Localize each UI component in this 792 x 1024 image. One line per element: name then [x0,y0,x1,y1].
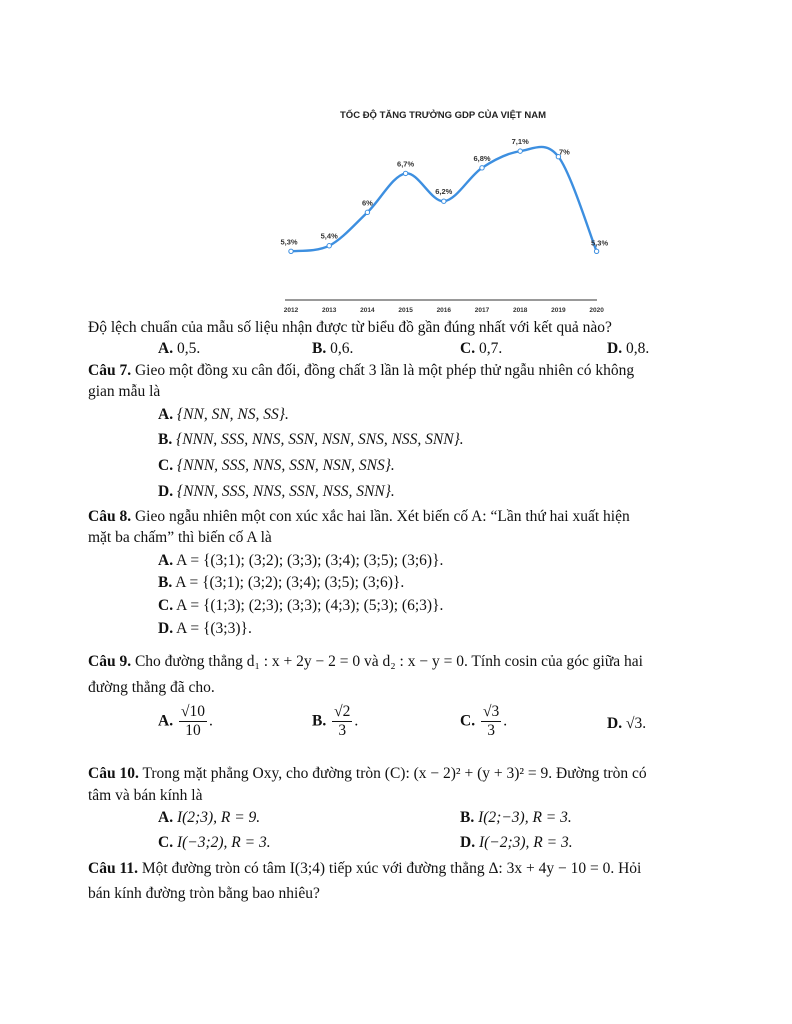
x-tick-label: 2014 [360,307,375,314]
option-letter: A. [158,712,174,730]
data-point [327,244,331,248]
option-letter: C. [460,340,476,357]
data-point [403,171,407,175]
x-tick-label: 2013 [321,307,337,314]
option-letter: D. [158,620,174,637]
option-text: A = {(3;1); (3;2); (3;4); (3;5); (3;6)}. [175,574,405,591]
q9-option-a: A. $\frac{√10}{10}$ . [158,703,213,739]
x-tick-label: 2020 [589,307,604,314]
data-point [442,199,446,203]
q8-stem-line1 [88,507,630,527]
option-letter: B. [312,340,327,357]
q9-option-b: B. $\frac{√2}{3}$ . [312,703,359,739]
option-letter: C. [158,834,174,851]
data-label: 7% [558,147,570,157]
question-label: Câu 8. [88,508,132,525]
x-tick-label: 2012 [283,307,299,314]
option-text: I(−3;2), R = 3. [176,834,271,851]
q10-stem-line2: tâm và bán kính là [88,787,203,804]
option-text: A = {(3;1); (3;2); (3;3); (3;4); (3;5); (3;6)}. [176,552,444,569]
option-letter: D. [158,483,174,500]
q8-option-d [158,619,252,639]
option-text: {NNN, SSS, NNS, SSN, NSS, SNN}. [176,483,395,500]
question-label: Câu 10. [88,765,139,782]
option-text: 0,5. [176,340,201,357]
q9-stem-line2: đường thẳng đã cho. [88,679,215,696]
data-label: 5,3% [591,238,609,248]
option-letter: C. [158,597,174,614]
q8-option-c [158,596,443,616]
q10-option-d [460,833,573,853]
option-letter: A. [158,552,174,569]
x-tick-label: 2017 [474,307,490,314]
data-label: 7,1% [511,137,529,147]
option-letter: B. [460,809,475,826]
fraction-numerator: √2 [334,703,351,720]
data-label: 5,4% [320,231,338,241]
q7-option-d [158,482,395,502]
option-text: 0,6. [330,340,354,357]
option-letter: B. [312,712,327,730]
data-label: 6,7% [397,159,415,169]
option-letter: B. [158,431,173,448]
option-letter: C. [158,457,174,474]
data-point [594,249,598,253]
x-tick-label: 2019 [551,307,566,314]
q11-stem-line1 [88,859,641,879]
q10-option-a [158,808,260,828]
option-text: √3. [625,715,647,732]
fraction [481,703,501,740]
option-text: {NNN, SSS, NNS, SSN, NSN, SNS, NSS, SNN}. [176,431,464,448]
q9-stem-line1 [88,652,643,672]
question-label: Câu 7. [88,362,132,379]
q7-option-a [158,405,289,425]
question-text: Cho đường thẳng d₁ : x + 2y − 2 = 0 và d₂ : x − y = 0. Tính cosin của góc giữa hai [134,653,643,670]
q8-option-b [158,573,404,593]
q6-stem: Độ lệch chuẩn của mẫu số liệu nhận được từ biểu đồ gần đúng nhất với kết quả nào? [88,319,612,336]
q9-option-c: C. $\frac{√3}{3}$ . [460,703,508,739]
q10-option-b [460,808,572,828]
option-letter: B. [158,574,173,591]
option-letter: A. [158,406,174,423]
q7-stem-line2: gian mẫu là [88,383,161,400]
fraction-numerator: √10 [180,703,205,720]
data-label: 5,3% [280,237,298,247]
x-tick-label: 2018 [512,307,528,314]
option-text: {NN, SN, NS, SS}. [176,406,289,423]
chart-title: TỐC ĐỘ TĂNG TRƯỞNG GDP CỦA VIỆT NAM [340,110,546,121]
q7-stem-line1 [88,361,634,381]
q6-option-a [158,339,200,359]
q10-stem-line1 [88,764,647,784]
question-text: Một đường tròn có tâm I(3;4) tiếp xúc với đường thẳng Δ: 3x + 4y − 10 = 0. Hỏi [141,860,642,877]
gdp-chart-svg [275,100,615,318]
data-point [365,210,369,214]
q7-option-c [158,456,395,476]
option-text: 0,8. [625,340,650,357]
q11-stem-line2: bán kính đường tròn bằng bao nhiêu? [88,885,320,902]
fraction-denominator: 3 [487,722,495,739]
option-text: 0,7. [478,340,503,357]
fraction [179,703,207,740]
fraction-denominator: 3 [338,722,347,739]
option-text: {NNN, SSS, NNS, SSN, NSN, SNS}. [176,457,395,474]
data-point [518,149,522,153]
option-letter: D. [607,715,623,732]
question-text: Gieo ngẫu nhiên một con xúc xắc hai lần. Xét biến cố A: “Lần thứ hai xuất hiện [134,508,630,525]
option-letter: D. [460,834,476,851]
question-text: Gieo một đồng xu cân đối, đồng chất 3 lần là một phép thử ngẫu nhiên có không [134,362,635,379]
q6-option-d [607,339,649,359]
q10-option-c [158,833,271,853]
fraction-denominator: 10 [185,722,201,739]
option-letter: D. [607,340,623,357]
data-point [289,249,293,253]
fraction-numerator: √3 [482,703,500,720]
question-text: Trong mặt phẳng Oxy, cho đường tròn (C): (x − 2)² + (y + 3)² = 9. Đường tròn có [142,765,647,782]
option-text: I(2;3), R = 9. [176,809,261,826]
fraction [332,703,352,740]
gdp-chart [275,100,615,318]
data-label: 6% [361,198,373,208]
option-text: A = {(1;3); (2;3); (3;3); (4;3); (5;3); (6;3)}. [176,597,444,614]
option-text: I(−2;3), R = 3. [478,834,573,851]
data-point [480,166,484,170]
question-label: Câu 9. [88,653,132,670]
data-label: 6,8% [473,153,491,163]
q6-option-c [460,339,502,359]
q8-option-a [158,551,443,571]
x-tick-label: 2016 [436,307,452,314]
x-tick-label: 2015 [398,307,413,314]
option-letter: A. [158,340,174,357]
option-text: I(2;−3), R = 3. [478,809,572,826]
option-letter: C. [460,712,476,730]
option-letter: A. [158,809,174,826]
data-label: 6,2% [435,187,453,197]
q7-option-b [158,430,464,450]
q8-stem-line2: mặt ba chấm” thì biến cố A là [88,529,272,546]
question-label: Câu 11. [88,860,138,877]
option-text: A = {(3;3)}. [176,620,252,637]
q9-option-d [607,714,646,734]
q6-option-b [312,339,353,359]
